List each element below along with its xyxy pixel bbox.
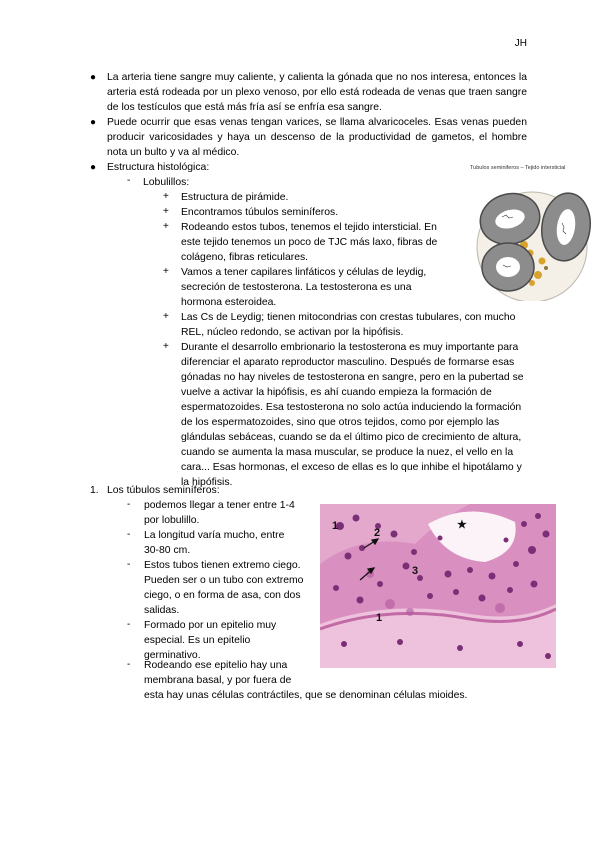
figure-label: 3	[412, 565, 419, 577]
dash-icon: -	[127, 175, 131, 186]
list-item: Rodeando estos tubos, tenemos el tejido intersticial. En este tejido tenemos un poco de TJC más laxo, fibras de colágeno, fibras reticulares.	[181, 222, 438, 263]
histology-micrograph	[320, 504, 556, 668]
figure-caption: Tubulos seminiferos – Tejido intersticial	[470, 165, 566, 171]
figure-label: ★	[457, 519, 467, 531]
subheading-lobulillos: Lobulillos:	[143, 177, 190, 188]
figure-label: 2	[374, 527, 381, 539]
bullet-paragraph: La arteria tiene sangre muy caliente, y calienta la gónada que no nos interesa, entonces la arteria está rodeada por un plexo venoso, por ello está rodeada de venas que traen sangre de los testículos que está más fría así se enfría esa sangre.	[107, 72, 527, 113]
dash-icon: -	[127, 559, 131, 570]
list-item: Estructura de pirámide.	[181, 192, 289, 203]
dash-icon: -	[127, 499, 131, 510]
list-item: Formado por un epitelio muy especial. Es un epitelio germinativo.	[144, 620, 277, 661]
figure-label: 1	[376, 612, 383, 624]
bullet-dot-icon: ●	[90, 117, 97, 128]
list-item: Las Cs de Leydig; tienen mitocondrias con crestas tubulares, con mucho REL, núcleo redondo, se activan por la hipófisis.	[181, 312, 516, 338]
plus-icon: +	[163, 221, 169, 232]
dash-icon: -	[127, 659, 131, 670]
plus-icon: +	[163, 266, 169, 277]
list-item: podemos llegar a tener entre 1-4 por lobulillo.	[144, 500, 295, 526]
list-item: La longitud varía mucho, entre 30-80 cm.	[144, 530, 285, 556]
dash-icon: -	[127, 529, 131, 540]
list-item: Estos tubos tienen extremo ciego. Pueden ser o un tubo con extremo ciego, o en forma de asa, con dos salidas.	[144, 560, 304, 616]
section-number: 1.	[90, 485, 99, 496]
list-item: Vamos a tener capilares linfáticos y células de leydig, secreción de testosterona. La testosterona es una hormona esteroidea.	[181, 267, 427, 308]
header-initials: JH	[514, 38, 527, 49]
bullet-paragraph: Puede ocurrir que esas venas tengan varices, se llama alvaricoceles. Esas venas pueden producir varicosidades y haya un descenso de la productividad de gametos, el hombre nota un bulto y va al médico.	[107, 117, 527, 158]
tubules-diagram-figure	[470, 165, 592, 301]
list-item: Encontramos túbulos seminíferos.	[181, 207, 339, 218]
plus-icon: +	[163, 311, 169, 322]
figure-label: 1	[332, 520, 339, 532]
bullet-dot-icon: ●	[90, 72, 97, 83]
plus-icon: +	[163, 341, 169, 352]
bullet-dot-icon: ●	[90, 162, 97, 173]
list-item-continuation: esta hay unas células contráctiles, que se denominan células mioides.	[144, 690, 468, 701]
list-item: Durante el desarrollo embrionario la testosterona es muy importante para diferenciar el aparato reproductor masculino. Después de formarse esas gónadas no hay niveles de testosterona en sangre, pero en la pubertad se vuelve a activar la hipófisis, es ahí cuando empieza la formación de espermatozoides. Esa testosterona no solo actúa induciendo la formación de los espermatozoides, sino que otros tejidos, como por ejemplo las glándulas sebáceas, cuando se da el último pico de crecimiento de altura, cuando se aumenta la masa muscular, se produce la nuez, el vello en la cara... Esas hormonas, el exceso de ellas es lo que inhibe el hipotálamo y la hipófisis.	[181, 342, 524, 488]
plus-icon: +	[163, 206, 169, 217]
bullet-paragraph: Estructura histológica:	[107, 162, 210, 173]
plus-icon: +	[163, 191, 169, 202]
dash-icon: -	[127, 619, 131, 630]
section-title: Los túbulos seminíferos:	[107, 485, 220, 496]
list-item: Rodeando ese epitelio hay una membrana basal, y por fuera de	[144, 660, 292, 686]
